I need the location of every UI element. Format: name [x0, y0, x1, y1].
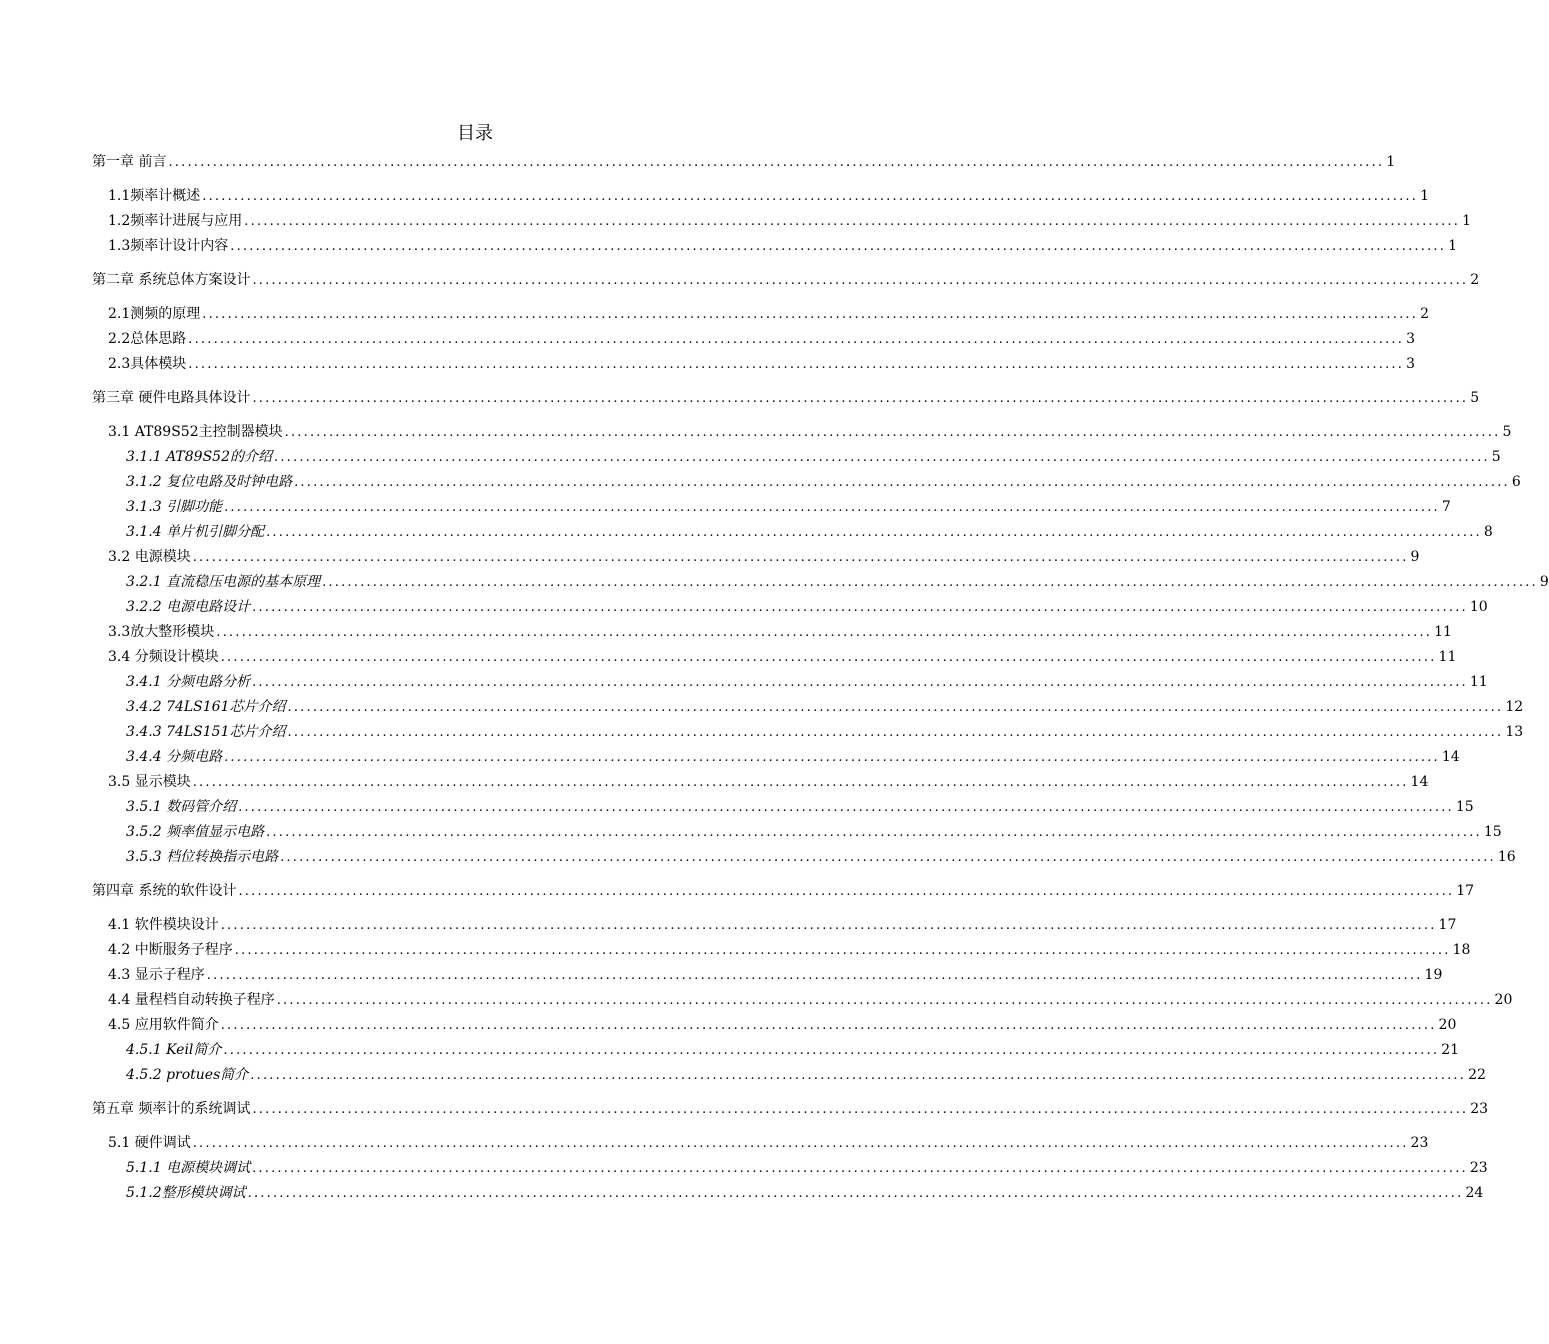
toc-section[interactable] — [92, 420, 1512, 445]
toc-page-number: 21 — [1441, 1042, 1460, 1058]
toc-subsection[interactable] — [92, 495, 1451, 520]
dot-leader: ................................................................................................................................................................................................ — [252, 273, 1469, 288]
toc-page-number: 12 — [1505, 699, 1524, 715]
toc-entry-label: 2.3具体模块 — [108, 356, 187, 372]
dot-leader: ................................................................................................................................................................................................ — [244, 214, 1461, 229]
toc-page-number: 1 — [1386, 154, 1396, 170]
toc-page-number: 9 — [1410, 549, 1420, 565]
toc-section[interactable] — [92, 184, 1429, 209]
dot-leader: ................................................................................................................................................................................................ — [224, 750, 1440, 765]
toc-entry-label: 4.1 软件模块设计 — [108, 917, 219, 933]
toc-title: 目录 — [457, 123, 493, 144]
toc-page-number: 1 — [1462, 213, 1471, 229]
dot-leader: ................................................................................................................................................................................................ — [252, 391, 1469, 406]
toc-subsection[interactable] — [92, 570, 1549, 595]
dot-leader: ................................................................................................................................................................................................ — [234, 943, 1451, 958]
toc-page-number: 11 — [1469, 674, 1488, 690]
dot-leader: ................................................................................................................................................................................................ — [287, 700, 1504, 715]
toc-page-number: 15 — [1483, 824, 1502, 840]
dot-leader: ................................................................................................................................................................................................ — [280, 850, 1496, 865]
toc-subsection[interactable] — [92, 1038, 1460, 1063]
dot-leader: ................................................................................................................................................................................................ — [220, 1018, 1437, 1033]
toc-page-number: 14 — [1410, 774, 1429, 790]
toc-page-number: 3 — [1406, 331, 1415, 347]
toc-section[interactable] — [92, 770, 1429, 795]
toc-subsection[interactable] — [92, 1156, 1488, 1181]
toc-page-number: 13 — [1505, 724, 1524, 740]
toc-page-number: 24 — [1465, 1185, 1484, 1201]
toc-section[interactable] — [92, 988, 1513, 1013]
toc-entry-label: 3.4.3 74LS151芯片介绍 — [126, 724, 286, 740]
toc-page-number: 7 — [1441, 499, 1451, 515]
toc-page-number: 23 — [1470, 1101, 1489, 1117]
dot-leader: ................................................................................................................................................................................................ — [238, 884, 1455, 899]
toc-entry-label: 第三章 硬件电路具体设计 — [92, 390, 251, 406]
toc-entry-label: 5.1.1 电源模块调试 — [126, 1160, 251, 1176]
dot-leader: ................................................................................................................................................................................................ — [238, 800, 1454, 815]
toc-entry-label: 第五章 频率计的系统调试 — [92, 1101, 251, 1117]
toc-page-number: 20 — [1438, 1017, 1457, 1033]
dot-leader: ................................................................................................................................................................................................ — [188, 357, 1405, 372]
toc-entry-label: 3.4.1 分频电路分析 — [126, 674, 251, 690]
toc-subsection[interactable] — [92, 845, 1516, 870]
toc-section[interactable] — [92, 1131, 1429, 1156]
toc-entry-label: 3.5.2 频率值显示电路 — [126, 824, 265, 840]
dot-leader: ................................................................................................................................................................................................ — [192, 550, 1409, 565]
toc-chapter[interactable] — [92, 1097, 1489, 1122]
dot-leader: ................................................................................................................................................................................................ — [168, 155, 1385, 170]
dot-leader: ................................................................................................................................................................................................ — [266, 825, 1482, 840]
dot-leader: ................................................................................................................................................................................................ — [294, 475, 1510, 490]
toc-entry-label: 1.2频率计进展与应用 — [108, 213, 243, 229]
toc-page-number: 18 — [1452, 942, 1471, 958]
toc-section[interactable] — [92, 1013, 1457, 1038]
toc-page-number: 23 — [1469, 1160, 1488, 1176]
toc-subsection[interactable] — [92, 720, 1524, 745]
toc-entry-label: 5.1.2整形模块调试 — [126, 1185, 246, 1201]
toc-subsection[interactable] — [92, 670, 1488, 695]
dot-leader: ................................................................................................................................................................................................ — [220, 918, 1437, 933]
toc-section[interactable] — [92, 963, 1443, 988]
dot-leader: ................................................................................................................................................................................................ — [252, 675, 1468, 690]
dot-leader: ................................................................................................................................................................................................ — [192, 775, 1409, 790]
dot-leader: ................................................................................................................................................................................................ — [322, 575, 1538, 590]
toc-entry-label: 3.5 显示模块 — [108, 774, 191, 790]
toc-section[interactable] — [92, 209, 1471, 234]
toc-section[interactable] — [92, 234, 1457, 259]
dot-leader: ................................................................................................................................................................................................ — [202, 189, 1419, 204]
toc-page-number: 6 — [1511, 474, 1521, 490]
toc-page-number: 8 — [1483, 524, 1493, 540]
toc-entry-label: 3.2.1 直流稳压电源的基本原理 — [126, 574, 321, 590]
dot-leader: ................................................................................................................................................................................................ — [192, 1136, 1409, 1151]
toc-subsection[interactable] — [92, 745, 1460, 770]
dot-leader: ................................................................................................................................................................................................ — [216, 625, 1433, 640]
dot-leader: ................................................................................................................................................................................................ — [188, 332, 1405, 347]
toc-chapter[interactable] — [92, 268, 1480, 293]
toc-chapter[interactable] — [92, 150, 1396, 175]
toc-page-number: 17 — [1438, 917, 1457, 933]
dot-leader: ................................................................................................................................................................................................ — [220, 650, 1437, 665]
toc-entry-label: 2.2总体思路 — [108, 331, 187, 347]
toc-section[interactable] — [92, 352, 1415, 377]
toc-section[interactable] — [92, 327, 1415, 352]
toc-entry-label: 4.5 应用软件简介 — [108, 1017, 219, 1033]
toc-section[interactable] — [92, 545, 1420, 570]
toc-entry-label: 3.2.2 电源电路设计 — [126, 599, 251, 615]
dot-leader: ................................................................................................................................................................................................ — [224, 500, 1440, 515]
dot-leader: ................................................................................................................................................................................................ — [252, 1102, 1469, 1117]
toc-page-number: 5 — [1502, 424, 1512, 440]
toc-subsection[interactable] — [92, 595, 1488, 620]
toc-subsection[interactable] — [92, 1063, 1486, 1088]
toc-chapter[interactable] — [92, 386, 1480, 411]
toc-entry-label: 3.4.2 74LS161芯片介绍 — [126, 699, 286, 715]
toc-page-number: 22 — [1468, 1067, 1486, 1083]
dot-leader: ................................................................................................................................................................................................ — [223, 1043, 1440, 1058]
toc-entry-label: 1.3频率计设计内容 — [108, 238, 229, 254]
toc-page-number: 5 — [1470, 390, 1480, 406]
toc-subsection[interactable] — [92, 795, 1474, 820]
toc-entry-label: 3.1.4 单片机引脚分配 — [126, 524, 265, 540]
toc-page-number: 3 — [1406, 356, 1415, 372]
toc-page-number: 2 — [1420, 306, 1429, 322]
toc-entry-label: 4.2 中断服务子程序 — [108, 942, 233, 958]
toc-section[interactable] — [92, 302, 1429, 327]
toc-page-number: 19 — [1424, 967, 1443, 983]
toc-section[interactable] — [92, 645, 1457, 670]
toc-page-number: 14 — [1441, 749, 1460, 765]
toc-entry-label: 5.1 硬件调试 — [108, 1135, 191, 1151]
dot-leader: ................................................................................................................................................................................................ — [247, 1186, 1464, 1201]
toc-entry-label: 4.4 量程档自动转换子程序 — [108, 992, 275, 1008]
toc-entry-label: 3.1.2 复位电路及时钟电路 — [126, 474, 293, 490]
toc-subsection[interactable] — [92, 520, 1493, 545]
toc-entry-label: 3.1 AT89S52主控制器模块 — [108, 424, 283, 440]
dot-leader: ................................................................................................................................................................................................ — [266, 525, 1482, 540]
toc-page-number: 20 — [1494, 992, 1513, 1008]
toc-page-number: 5 — [1491, 449, 1501, 465]
toc-entry-label: 3.2 电源模块 — [108, 549, 191, 565]
toc-entry-label: 2.1测频的原理 — [108, 306, 201, 322]
dot-leader: ................................................................................................................................................................................................ — [252, 1161, 1468, 1176]
toc-entry-label: 第一章 前言 — [92, 154, 167, 170]
toc-page-number: 11 — [1438, 649, 1457, 665]
dot-leader: ................................................................................................................................................................................................ — [287, 725, 1504, 740]
toc-chapter[interactable] — [92, 879, 1475, 904]
toc-subsection[interactable] — [92, 695, 1524, 720]
table-of-contents — [92, 150, 1549, 1206]
toc-page-number: 9 — [1539, 574, 1549, 590]
toc-page-number: 16 — [1497, 849, 1516, 865]
dot-leader: ................................................................................................................................................................................................ — [273, 450, 1490, 465]
toc-entry-label: 3.3放大整形模块 — [108, 624, 215, 640]
toc-section[interactable] — [92, 938, 1471, 963]
toc-entry-label: 4.5.2 protues简介 — [126, 1067, 249, 1083]
toc-subsection[interactable] — [92, 1181, 1484, 1206]
toc-page-number: 15 — [1455, 799, 1474, 815]
dot-leader: ................................................................................................................................................................................................ — [284, 425, 1501, 440]
toc-entry-label: 4.3 显示子程序 — [108, 967, 205, 983]
toc-page-number: 17 — [1456, 883, 1475, 899]
toc-page-number: 10 — [1469, 599, 1488, 615]
toc-entry-label: 3.1.3 引脚功能 — [126, 499, 223, 515]
dot-leader: ................................................................................................................................................................................................ — [202, 307, 1419, 322]
toc-entry-label: 第二章 系统总体方案设计 — [92, 272, 251, 288]
dot-leader: ................................................................................................................................................................................................ — [230, 239, 1447, 254]
toc-entry-label: 3.4.4 分频电路 — [126, 749, 223, 765]
toc-page-number: 11 — [1434, 624, 1452, 640]
toc-page-number: 1 — [1420, 188, 1429, 204]
toc-entry-label: 4.5.1 Keil简介 — [126, 1042, 222, 1058]
toc-subsection[interactable] — [92, 445, 1501, 470]
toc-section[interactable] — [92, 913, 1457, 938]
dot-leader: ................................................................................................................................................................................................ — [252, 600, 1468, 615]
toc-subsection[interactable] — [92, 470, 1521, 495]
toc-entry-label: 3.5.3 档位转换指示电路 — [126, 849, 279, 865]
toc-entry-label: 3.4 分频设计模块 — [108, 649, 219, 665]
toc-page-number: 23 — [1410, 1135, 1429, 1151]
toc-subsection[interactable] — [92, 820, 1502, 845]
toc-page-number: 1 — [1448, 238, 1457, 254]
toc-section[interactable] — [92, 620, 1452, 645]
toc-entry-label: 1.1频率计概述 — [108, 188, 201, 204]
dot-leader: ................................................................................................................................................................................................ — [250, 1068, 1467, 1083]
toc-entry-label: 3.5.1 数码管介绍 — [126, 799, 237, 815]
toc-entry-label: 3.1.1 AT89S52的介绍 — [126, 449, 272, 465]
toc-entry-label: 第四章 系统的软件设计 — [92, 883, 237, 899]
toc-page-number: 2 — [1470, 272, 1480, 288]
dot-leader: ................................................................................................................................................................................................ — [206, 968, 1423, 983]
dot-leader: ................................................................................................................................................................................................ — [276, 993, 1493, 1008]
